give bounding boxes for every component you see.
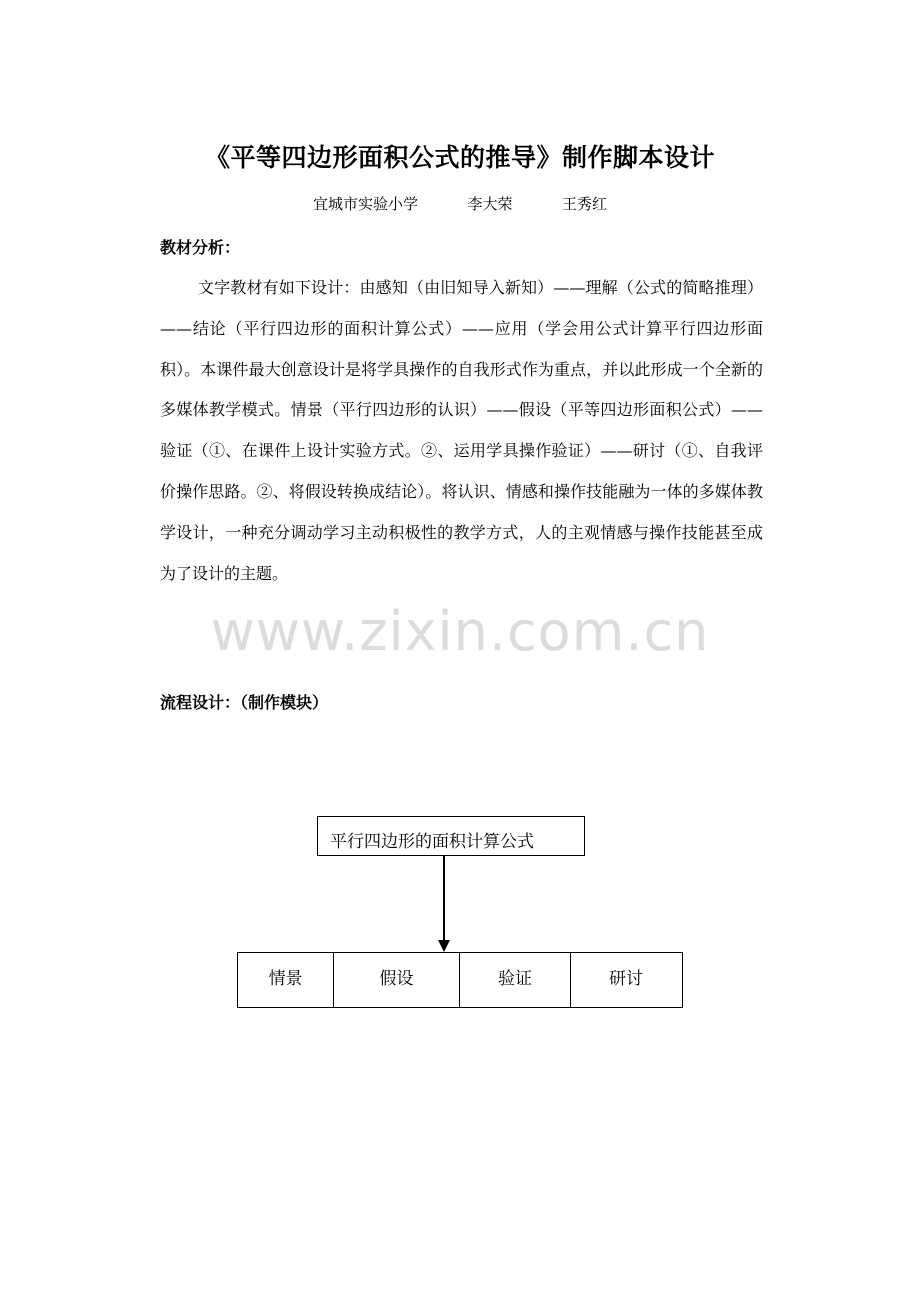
flow-step: 研讨 bbox=[609, 969, 643, 989]
flow-arrow-head-icon bbox=[438, 940, 450, 952]
flow-arrow-line bbox=[443, 856, 445, 942]
watermark: www.zixin.com.cn bbox=[210, 600, 710, 663]
flow-steps-row bbox=[237, 952, 683, 1008]
flow-top-box: 平行四边形的面积计算公式 bbox=[317, 816, 585, 856]
section-heading-flow: 流程设计：（制作模块） bbox=[160, 693, 329, 712]
section-heading-analysis: 教材分析： bbox=[160, 238, 241, 257]
flow-step: 验证 bbox=[460, 953, 571, 1007]
author-byline: 宜城市实验小学 李大荣 王秀红 bbox=[312, 195, 608, 213]
flow-step: 情景 bbox=[238, 953, 334, 1007]
document-title: 《平等四边形面积公式的推导》制作脚本设计 bbox=[204, 143, 715, 172]
flow-step: 假设 bbox=[334, 953, 460, 1007]
analysis-paragraph: 文字教材有如下设计：由感知（由旧知导入新知）——理解（公式的简略推理）——结论（平行四边形的面积计算公式）——应用（学会用公式计算平行四边形面积）。本课件最大创意设计是将学具操作的自我形式作为重点，并以此形成一个全新的多媒体教学模式。情景（平行四边形的认识）——假设（平等四边形面积公式）——验证（①、在课件上设计实验方式。②、运用学具操作验证）——研讨（①、自我评价操作思路。②、将假设转换成结论）。将认识、情感和操作技能融为一体的多媒体教学设计，一种充分调动学习主动积极性的教学方式，人的主观情感与操作技能甚至成为了设计的主题。 bbox=[160, 278, 763, 583]
